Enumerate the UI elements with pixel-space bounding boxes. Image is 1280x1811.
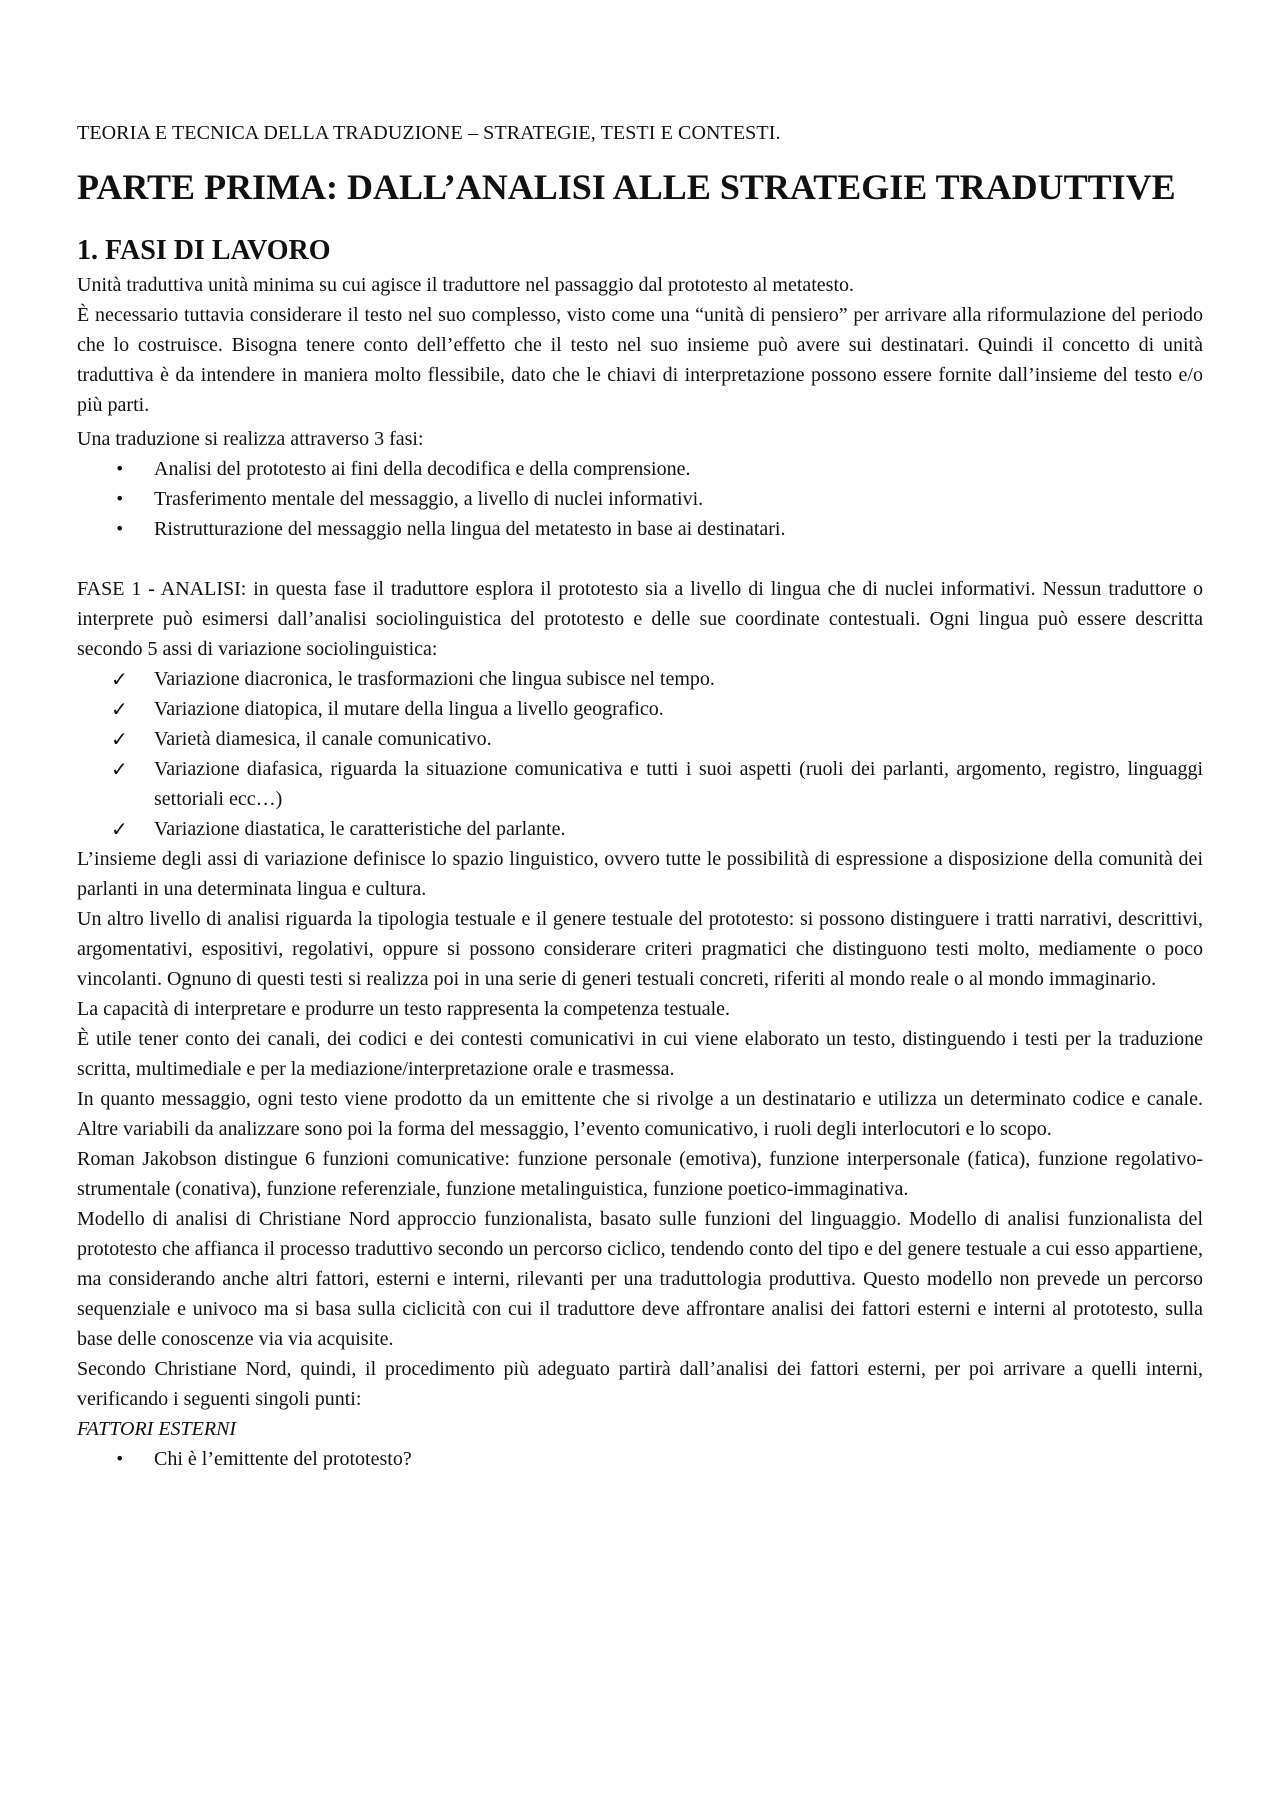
phases-list — [77, 454, 1203, 544]
list-item — [77, 814, 1203, 844]
checkmark-icon: ✓ — [111, 817, 128, 841]
document-page — [77, 118, 1203, 1474]
body-paragraph: Roman Jakobson distingue 6 funzioni comunicative: funzione personale (emotiva), funzione interpersonale (fatica), funzione regolativo-strumentale (conativa), funzione referenziale, funzione metalinguistica, funzione poetico-immaginativa. — [77, 1148, 1203, 1200]
body-paragraph: Un altro livello di analisi riguarda la tipologia testuale e il genere testuale del prototesto: si possono distinguere i tratti narrativi, descrittivi, argomentativi, espositivi, regolativi, oppure si possono considerare criteri pragmatici che distinguono testi molto, mediamente o poco vincolanti. Ognuno di questi testi si realizza poi in una serie di generi testuali concreti, riferiti al mondo reale o al mondo immaginario. — [77, 908, 1203, 990]
spacer — [77, 544, 1203, 574]
bullet-icon: • — [115, 519, 125, 538]
list-item-text: Ristrutturazione del messaggio nella lingua del metatesto in base ai destinatari. — [154, 518, 786, 540]
phase1-paragraph: FASE 1 - ANALISI: in questa fase il traduttore esplora il prototesto sia a livello di lingua che di nuclei informativi. Nessun traduttore o interprete può esimersi dall’analisi sociolinguistica del prototesto e delle sue coordinate contestuali. Ogni lingua può essere descritta secondo 5 assi di variazione sociolinguistica: — [77, 578, 1203, 660]
external-factors-label: FATTORI ESTERNI — [77, 1418, 237, 1440]
body-paragraph: Modello di analisi di Christiane Nord approccio funzionalista, basato sulle funzioni del linguaggio. Modello di analisi funzionalista del prototesto che affianca il processo traduttivo secondo un percorso ciclico, tendendo conto del tipo e del genere testuale a cui esso appartiene, ma considerando anche altri fattori, esterni e interni, rilevanti per una traduttologia produttiva. Questo modello non prevede un percorso sequenziale e univoco ma si basa sulla ciclicità con cui il traduttore deve affrontare analisi dei fattori esterni e interni al prototesto, sulla base delle conoscenze via via acquisite. — [77, 1208, 1203, 1350]
list-item — [77, 1444, 1203, 1474]
checkmark-icon: ✓ — [111, 697, 128, 721]
list-item-text: Variazione diacronica, le trasformazioni che lingua subisce nel tempo. — [154, 668, 715, 690]
list-item — [77, 514, 1203, 544]
body-paragraph: In quanto messaggio, ogni testo viene prodotto da un emittente che si rivolge a un destinatario e utilizza un determinato codice e canale. Altre variabili da analizzare sono poi la forma del messaggio, l’evento comunicativo, i ruoli degli interlocutori e lo scopo. — [77, 1088, 1203, 1140]
body-paragraph: L’insieme degli assi di variazione definisce lo spazio linguistico, ovvero tutte le possibilità di espressione a disposizione della comunità dei parlanti in una determinata lingua e cultura. — [77, 848, 1203, 900]
page-title: PARTE PRIMA: DALL’ANALISI ALLE STRATEGIE TRADUTTIVE — [77, 167, 1176, 207]
intro-paragraph: È necessario tuttavia considerare il testo nel suo complesso, visto come una “unità di pensiero” per arrivare alla riformulazione del periodo che lo costruisce. Bisogna tenere conto dell’effetto che il testo nel suo insieme può avere sui destinatari. Quindi il concetto di unità traduttiva è da intendere in maniera molto flessibile, dato che le chiavi di interpretazione possono essere fornite dall’insieme del testo e/o più parti. — [77, 304, 1203, 416]
list-item-text: Varietà diamesica, il canale comunicativo. — [154, 728, 492, 750]
body-paragraph: La capacità di interpretare e produrre un testo rappresenta la competenza testuale. — [77, 998, 730, 1020]
list-item — [77, 484, 1203, 514]
bullet-icon: • — [115, 1449, 125, 1468]
list-item-text: Analisi del prototesto ai fini della decodifica e della comprensione. — [154, 458, 691, 480]
external-factors-list — [77, 1444, 1203, 1474]
list-item — [77, 754, 1203, 814]
list-item-text: Variazione diastatica, le caratteristiche del parlante. — [154, 818, 566, 840]
list-item-text: Chi è l’emittente del prototesto? — [154, 1448, 412, 1470]
list-item — [77, 694, 1203, 724]
section-title: 1. FASI DI LAVORO — [77, 235, 331, 266]
list-item-text: Variazione diatopica, il mutare della lingua a livello geografico. — [154, 698, 664, 720]
checkmark-icon: ✓ — [111, 667, 128, 691]
bullet-icon: • — [115, 459, 125, 478]
list-item — [77, 664, 1203, 694]
bullet-icon: • — [115, 489, 125, 508]
body-paragraph: È utile tener conto dei canali, dei codici e dei contesti comunicativi in cui viene elaborato un testo, distinguendo i testi per la traduzione scritta, multimediale e per la mediazione/interpretazione orale e trasmessa. — [77, 1028, 1203, 1080]
list-item — [77, 454, 1203, 484]
checkmark-icon: ✓ — [111, 727, 128, 751]
list-item — [77, 724, 1203, 754]
variations-list — [77, 664, 1203, 844]
list-item-text: Variazione diafasica, riguarda la situazione comunicativa e tutti i suoi aspetti (ruoli dei parlanti, argomento, registro, linguaggi settoriali ecc…) — [154, 758, 1203, 810]
body-paragraph: Secondo Christiane Nord, quindi, il procedimento più adeguato partirà dall’analisi dei fattori esterni, per poi arrivare a quelli interni, verificando i seguenti singoli punti: — [77, 1358, 1203, 1410]
list-item-text: Trasferimento mentale del messaggio, a livello di nuclei informativi. — [154, 488, 704, 510]
phases-intro: Una traduzione si realizza attraverso 3 fasi: — [77, 428, 424, 450]
checkmark-icon: ✓ — [111, 757, 128, 781]
intro-paragraph: Unità traduttiva unità minima su cui agisce il traduttore nel passaggio dal prototesto al metatesto. — [77, 274, 855, 296]
document-header: TEORIA E TECNICA DELLA TRADUZIONE – STRATEGIE, TESTI E CONTESTI. — [77, 122, 781, 144]
